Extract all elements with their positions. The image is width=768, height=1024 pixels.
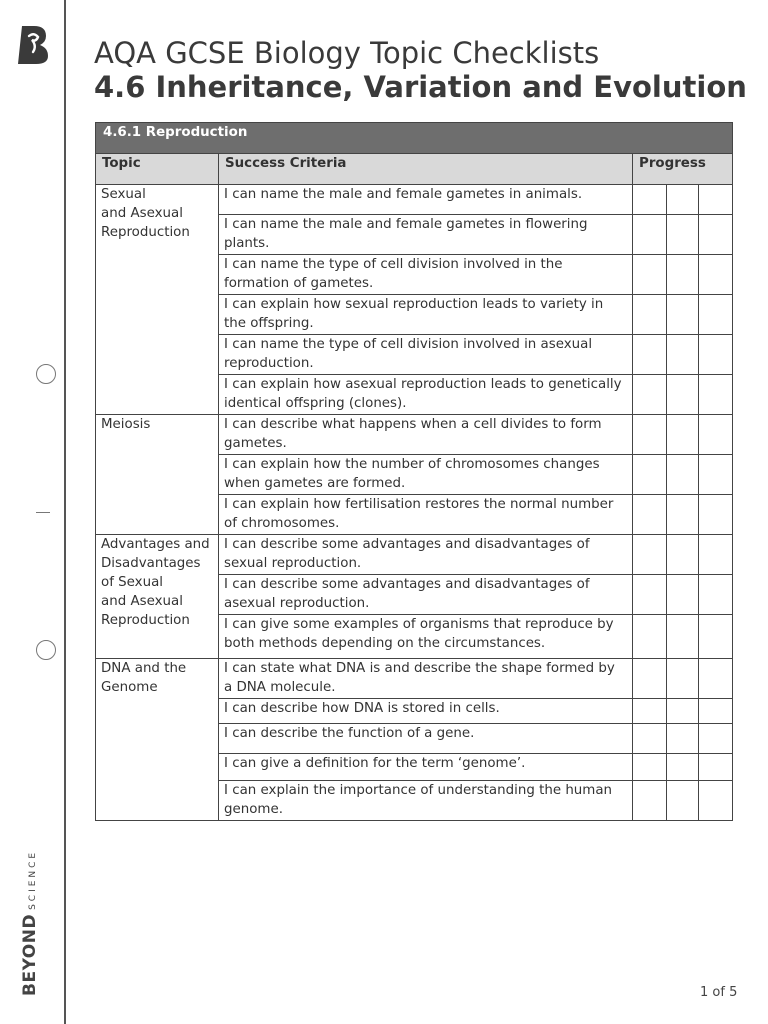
table-row [96,659,733,699]
progress-checkbox[interactable] [699,415,733,455]
progress-checkbox[interactable] [667,699,699,724]
success-criterion: I can state what DNA is and describe the shape formed by a DNA molecule. [219,659,633,699]
progress-checkbox[interactable] [699,185,733,215]
progress-checkbox[interactable] [699,699,733,724]
topic-name-line: Reproduction [101,225,190,240]
progress-checkbox[interactable] [699,335,733,375]
progress-checkbox[interactable] [699,615,733,659]
progress-checkbox[interactable] [699,781,733,821]
topic-name-line: Reproduction [101,613,190,628]
progress-checkbox[interactable] [699,724,733,754]
progress-checkbox[interactable] [667,781,699,821]
progress-checkbox[interactable] [633,615,667,659]
progress-checkbox[interactable] [667,335,699,375]
brand-main: BEYOND [20,913,40,996]
reproduction-checklist-table [95,122,733,821]
progress-checkbox[interactable] [699,754,733,781]
brand-sub: SCIENCE [28,849,38,910]
progress-checkbox[interactable] [667,575,699,615]
document-title: AQA GCSE Biology Topic Checklists [94,36,600,70]
progress-checkbox[interactable] [633,185,667,215]
progress-checkbox[interactable] [667,754,699,781]
topic-name-line: and Asexual [101,206,183,221]
progress-checkbox[interactable] [699,535,733,575]
progress-checkbox[interactable] [699,375,733,415]
punch-hole-bottom [36,640,56,660]
progress-checkbox[interactable] [667,455,699,495]
success-criterion: I can explain how sexual reproduction leads to variety in the offspring. [219,295,633,335]
progress-checkbox[interactable] [699,659,733,699]
progress-checkbox[interactable] [633,754,667,781]
topic-name-line: Sexual [101,187,146,202]
progress-checkbox[interactable] [667,659,699,699]
progress-checkbox[interactable] [667,724,699,754]
success-criterion: I can give a definition for the term ‘genome’. [219,754,633,781]
progress-checkbox[interactable] [667,255,699,295]
topic-name-line: Genome [101,680,158,695]
progress-checkbox[interactable] [633,455,667,495]
progress-checkbox[interactable] [667,495,699,535]
progress-checkbox[interactable] [633,295,667,335]
document-subtitle: 4.6 Inheritance, Variation and Evolution [94,70,747,104]
table-row [96,185,733,215]
punch-hole-top [36,364,56,384]
progress-checkbox[interactable] [633,415,667,455]
success-criterion: I can explain how the number of chromosomes changes when gametes are formed. [219,455,633,495]
progress-checkbox[interactable] [699,215,733,255]
beyond-science-logo-icon [16,24,50,66]
success-criterion: I can name the type of cell division involved in asexual reproduction. [219,335,633,375]
progress-checkbox[interactable] [667,615,699,659]
success-criterion: I can explain how fertilisation restores the normal number of chromosomes. [219,495,633,535]
topic-name-line: and Asexual [101,594,183,609]
section-header-row [96,123,733,154]
topic-name-line: DNA and the [101,661,187,676]
page-number: 1 of 5 [700,985,738,1000]
success-criterion: I can describe some advantages and disadvantages of sexual reproduction. [219,535,633,575]
progress-checkbox[interactable] [633,699,667,724]
progress-checkbox[interactable] [633,255,667,295]
progress-checkbox[interactable] [699,455,733,495]
topic-column-header: Topic [96,154,219,185]
topic-cell [96,659,219,821]
success-criterion: I can describe how DNA is stored in cells. [219,699,633,724]
progress-checkbox[interactable] [633,535,667,575]
progress-checkbox[interactable] [633,495,667,535]
success-criterion: I can describe what happens when a cell divides to form gametes. [219,415,633,455]
topic-cell [96,415,219,535]
topic-name-line: Meiosis [101,417,151,432]
progress-checkbox[interactable] [667,375,699,415]
margin-rule [64,0,66,1024]
progress-checkbox[interactable] [667,185,699,215]
topic-name-line: of Sexual [101,575,164,590]
progress-checkbox[interactable] [699,295,733,335]
progress-checkbox[interactable] [699,495,733,535]
progress-checkbox[interactable] [633,215,667,255]
success-criterion: I can name the type of cell division involved in the formation of gametes. [219,255,633,295]
topic-cell [96,535,219,659]
topic-name-line: Disadvantages [101,556,201,571]
progress-checkbox[interactable] [633,724,667,754]
fold-mark [36,512,50,513]
progress-column-header: Progress [633,154,733,185]
success-criterion: I can give some examples of organisms that reproduce by both methods depending on the circumstances. [219,615,633,659]
success-criterion: I can name the male and female gametes in animals. [219,185,633,215]
progress-checkbox[interactable] [667,535,699,575]
table-row [96,415,733,455]
topic-name-line: Advantages and [101,537,210,552]
column-header-row [96,154,733,185]
progress-checkbox[interactable] [667,415,699,455]
table-row [96,535,733,575]
progress-checkbox[interactable] [633,375,667,415]
progress-checkbox[interactable] [699,575,733,615]
success-criterion: I can describe the function of a gene. [219,724,633,754]
progress-checkbox[interactable] [633,659,667,699]
success-criterion: I can explain how asexual reproduction leads to genetically identical offspring (clones). [219,375,633,415]
progress-checkbox[interactable] [667,295,699,335]
section-title: 4.6.1 Reproduction [96,123,733,154]
success-criterion: I can explain the importance of understanding the human genome. [219,781,633,821]
progress-checkbox[interactable] [699,255,733,295]
brand-wordmark [20,850,40,996]
progress-checkbox[interactable] [667,215,699,255]
success-criterion: I can describe some advantages and disadvantages of asexual reproduction. [219,575,633,615]
criteria-column-header: Success Criteria [219,154,633,185]
progress-checkbox[interactable] [633,335,667,375]
success-criterion: I can name the male and female gametes in flowering plants. [219,215,633,255]
progress-checkbox[interactable] [633,781,667,821]
progress-checkbox[interactable] [633,575,667,615]
topic-cell [96,185,219,415]
